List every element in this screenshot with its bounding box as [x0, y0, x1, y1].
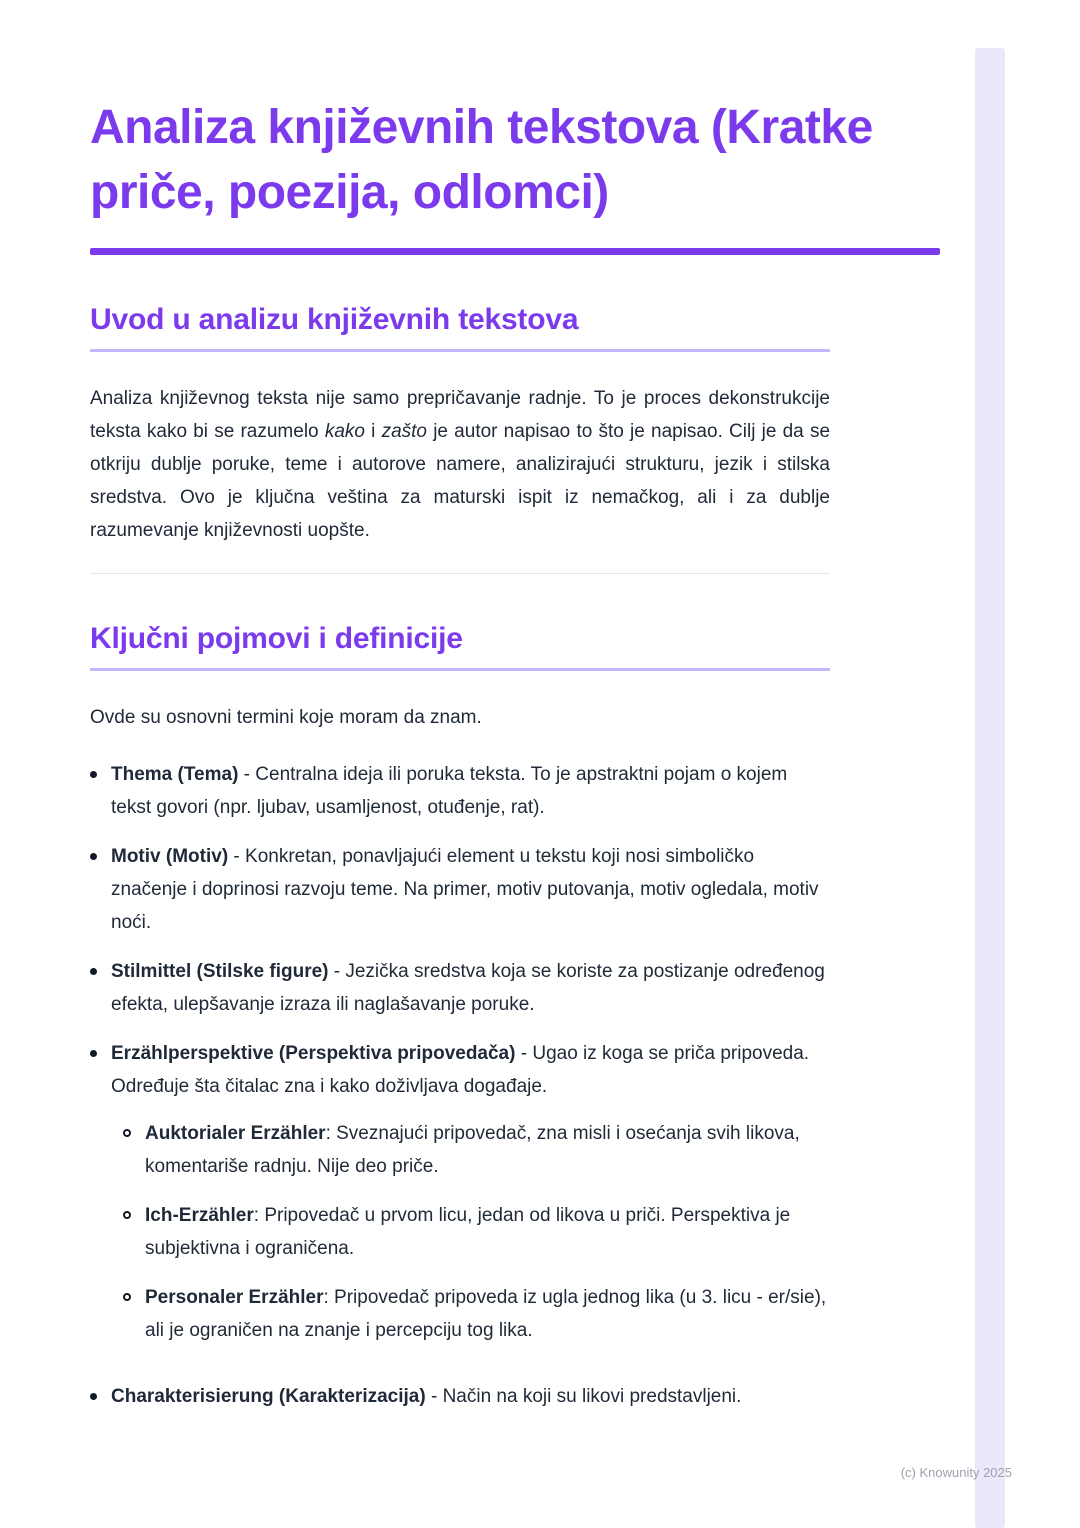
term-description: - Konkretan, ponavljajući element u tekstu koji nosi simboličko značenje i doprinosi razvoju teme. Na primer, motiv putovanja, motiv ogledala, motiv noći. — [111, 845, 819, 933]
list-item-stilmittel — [90, 955, 830, 1021]
bullet-marker — [90, 853, 97, 860]
sublist-item-auktorial — [123, 1117, 830, 1183]
list-item-thema — [90, 758, 830, 824]
term-name: Stilmittel (Stilske figure) — [111, 961, 329, 983]
list-item-motiv — [90, 840, 830, 939]
term-name: Personaler Erzähler — [145, 1287, 324, 1309]
term-name: Auktorialer Erzähler — [145, 1123, 326, 1145]
term-name: Motiv (Motiv) — [111, 845, 229, 867]
term-definition — [111, 1037, 830, 1363]
section-heading-intro: Uvod u analizu književnih tekstova — [90, 302, 579, 336]
paragraph-text: i — [364, 420, 382, 442]
sublist-item-ich — [123, 1199, 830, 1265]
intro-paragraph — [90, 382, 830, 547]
terms-list — [90, 758, 830, 1413]
italic-word: kako — [324, 420, 365, 442]
bullet-marker — [90, 968, 97, 975]
term-description: - Jezička sredstva koja se koriste za postizanje određenog efekta, ulepšavanje izraza ili naglašavanje poruke. — [111, 961, 825, 1016]
term-description: - Centralna ideja ili poruka teksta. To je apstraktni pojam o kojem tekst govori (npr. ljubav, usamljenost, otuđenje, rat). — [111, 763, 788, 818]
term-definition — [111, 955, 830, 1021]
paragraph-text: Analiza književnog teksta nije samo prepričavanje radnje. To je proces dekonstrukcije teksta kako bi se razumelo — [90, 387, 830, 442]
term-definition — [145, 1117, 830, 1183]
term-lead-text — [111, 1037, 830, 1103]
bullet-marker — [90, 1050, 97, 1057]
heading-underline — [90, 349, 830, 352]
list-item-charakterisierung — [90, 1380, 830, 1413]
section-intro — [90, 303, 1080, 547]
term-description: : Pripovedač pripoveda iz ugla jednog lika (u 3. licu - er/sie), ali je ograničen na znanje i percepciju tog lika. — [145, 1287, 827, 1342]
term-description: : Pripovedač u prvom licu, jedan od likova u priči. Perspektiva je subjektivna i ograničena. — [145, 1205, 791, 1260]
page-title: Analiza književnih tekstova (Kratke priče, poezija, odlomci) — [90, 101, 873, 220]
term-name: Charakterisierung (Karakterizacija) — [111, 1385, 426, 1407]
section-key-terms — [90, 622, 1080, 1413]
term-name: Erzählperspektive (Perspektiva pripovedača) — [111, 1043, 516, 1065]
list-item-erzaehlperspektive — [90, 1037, 830, 1363]
term-name: Ich-Erzähler — [145, 1205, 254, 1227]
paragraph-text: je autor napisao to što je napisao. Cilj je da se otkriju dublje poruke, teme i autorove namere, analizirajući strukturu, jezik i stilska sredstva. Ovo je ključna veština za maturski ispit iz nemačkog, ali i za dublje razumevanje književnosti uopšte. — [90, 420, 831, 541]
term-definition — [111, 758, 830, 824]
term-definition — [145, 1281, 830, 1347]
sub-bullet-marker — [123, 1129, 131, 1137]
sub-bullet-marker — [123, 1293, 131, 1301]
section-heading-terms: Ključni pojmovi i definicije — [90, 621, 463, 655]
perspective-sublist — [123, 1117, 830, 1347]
term-name: Thema (Tema) — [111, 763, 239, 785]
section-divider — [90, 573, 830, 574]
term-definition — [111, 1380, 830, 1413]
term-definition — [111, 840, 830, 939]
heading-underline — [90, 668, 830, 671]
bullet-marker — [90, 1393, 97, 1400]
terms-intro-text: Ovde su osnovni termini koje moram da znam. — [90, 706, 482, 728]
term-description: : Sveznajući pripovedač, zna misli i osećanja svih likova, komentariše radnju. Nije deo priče. — [145, 1123, 800, 1178]
term-description: - Način na koji su likovi predstavljeni. — [425, 1385, 742, 1407]
term-description: - Ugao iz koga se priča pripoveda. Određuje šta čitalac zna i kako doživljava događaje. — [111, 1043, 810, 1098]
bullet-marker — [90, 771, 97, 778]
italic-word: zašto — [381, 420, 427, 442]
title-divider-rule — [90, 248, 940, 255]
sublist-item-personal — [123, 1281, 830, 1347]
term-definition — [145, 1199, 830, 1265]
sub-bullet-marker — [123, 1211, 131, 1219]
copyright-watermark: (c) Knowunity 2025 — [900, 1465, 1012, 1480]
